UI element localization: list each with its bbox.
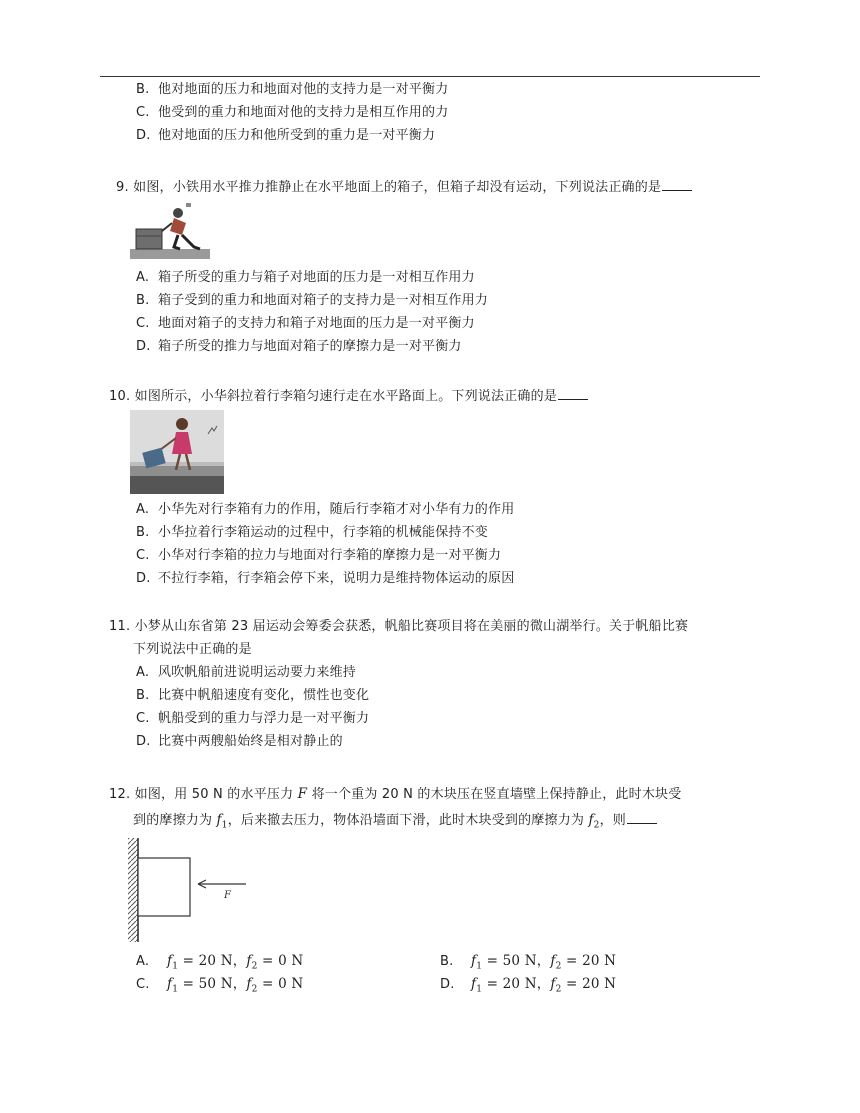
q10-girl-luggage-figure — [130, 410, 224, 494]
q11-option-d: D. 比赛中两艘船始终是相对静止的 — [136, 734, 343, 749]
q12-stem-line1: 12. 如图，用 50 N 的水平压力 F 将一个重为 20 N 的木块压在竖直墙壁上保持静止，此时木块受 — [109, 786, 682, 802]
math-f1: $f_1$ — [216, 812, 228, 831]
q9-option-d: D. 箱子所受的推力与地面对箱子的摩擦力是一对平衡力 — [136, 339, 462, 354]
q9-option-c: C. 地面对箱子的支持力和箱子对地面的压力是一对平衡力 — [136, 316, 475, 331]
q9-option-a: A. 箱子所受的重力与箱子对地面的压力是一对相互作用力 — [136, 270, 475, 285]
q10-option-a: A. 小华先对行李箱有力的作用，随后行李箱才对小华有力的作用 — [136, 502, 515, 517]
math-f2: $f_2$ — [588, 812, 600, 831]
q10-option-b: B. 小华拉着行李箱运动的过程中，行李箱的机械能保持不变 — [136, 525, 489, 540]
q11-option-c: C. 帆船受到的重力与浮力是一对平衡力 — [136, 711, 370, 726]
q8-option-c: C. 他受到的重力和地面对他的支持力是相互作用的力 — [136, 105, 449, 120]
q12-option-a: A. $f_1 = 20$ N，$f_2 = 0$ N — [136, 953, 304, 972]
force-label-F: F — [224, 890, 231, 901]
q10-option-d: D. 不拉行李箱，行李箱会停下来，说明力是维持物体运动的原因 — [136, 571, 515, 586]
q12-option-b: B. $f_1 = 50$ N，$f_2 = 20$ N — [440, 953, 617, 972]
q9-stem: 9. 如图，小铁用水平推力推静止在水平地面上的箱子，但箱子却没有运动，下列说法正确的是 — [116, 176, 692, 197]
answer-blank — [662, 176, 692, 191]
q12-wall-block-figure — [126, 836, 256, 946]
q9-push-box-figure — [130, 201, 210, 259]
q11-stem-line1: 11. 小梦从山东省第 23 届运动会筹委会获悉，帆船比赛项目将在美丽的微山湖举行。关于帆船比赛 — [109, 619, 689, 634]
q12-option-d: D. $f_1 = 20$ N，$f_2 = 20$ N — [440, 976, 617, 995]
q11-option-b: B. 比赛中帆船速度有变化，惯性也变化 — [136, 688, 370, 703]
q10-option-c: C. 小华对行李箱的拉力与地面对行李箱的摩擦力是一对平衡力 — [136, 548, 502, 563]
q11-option-a: A. 风吹帆船前进说明运动要力来维持 — [136, 665, 357, 680]
q11-stem-line2: 下列说法中正确的是 — [133, 642, 252, 657]
q8-option-b: B. 他对地面的压力和地面对他的支持力是一对平衡力 — [136, 82, 449, 97]
q12-stem-line2: 到的摩擦力为 $f_1$，后来撤去压力，物体沿墙面下滑，此时木块受到的摩擦力为 $f_2$，则 — [133, 809, 657, 835]
q10-stem: 10. 如图所示，小华斜拉着行李箱匀速行走在水平路面上。下列说法正确的是 — [109, 385, 588, 406]
q8-option-d: D. 他对地面的压力和他所受到的重力是一对平衡力 — [136, 128, 436, 143]
q9-option-b: B. 箱子受到的重力和地面对箱子的支持力是一对相互作用力 — [136, 293, 489, 308]
header-rule — [100, 76, 760, 77]
answer-blank — [627, 809, 657, 824]
answer-blank — [558, 385, 588, 400]
q12-option-c: C. $f_1 = 50$ N，$f_2 = 0$ N — [136, 976, 304, 995]
